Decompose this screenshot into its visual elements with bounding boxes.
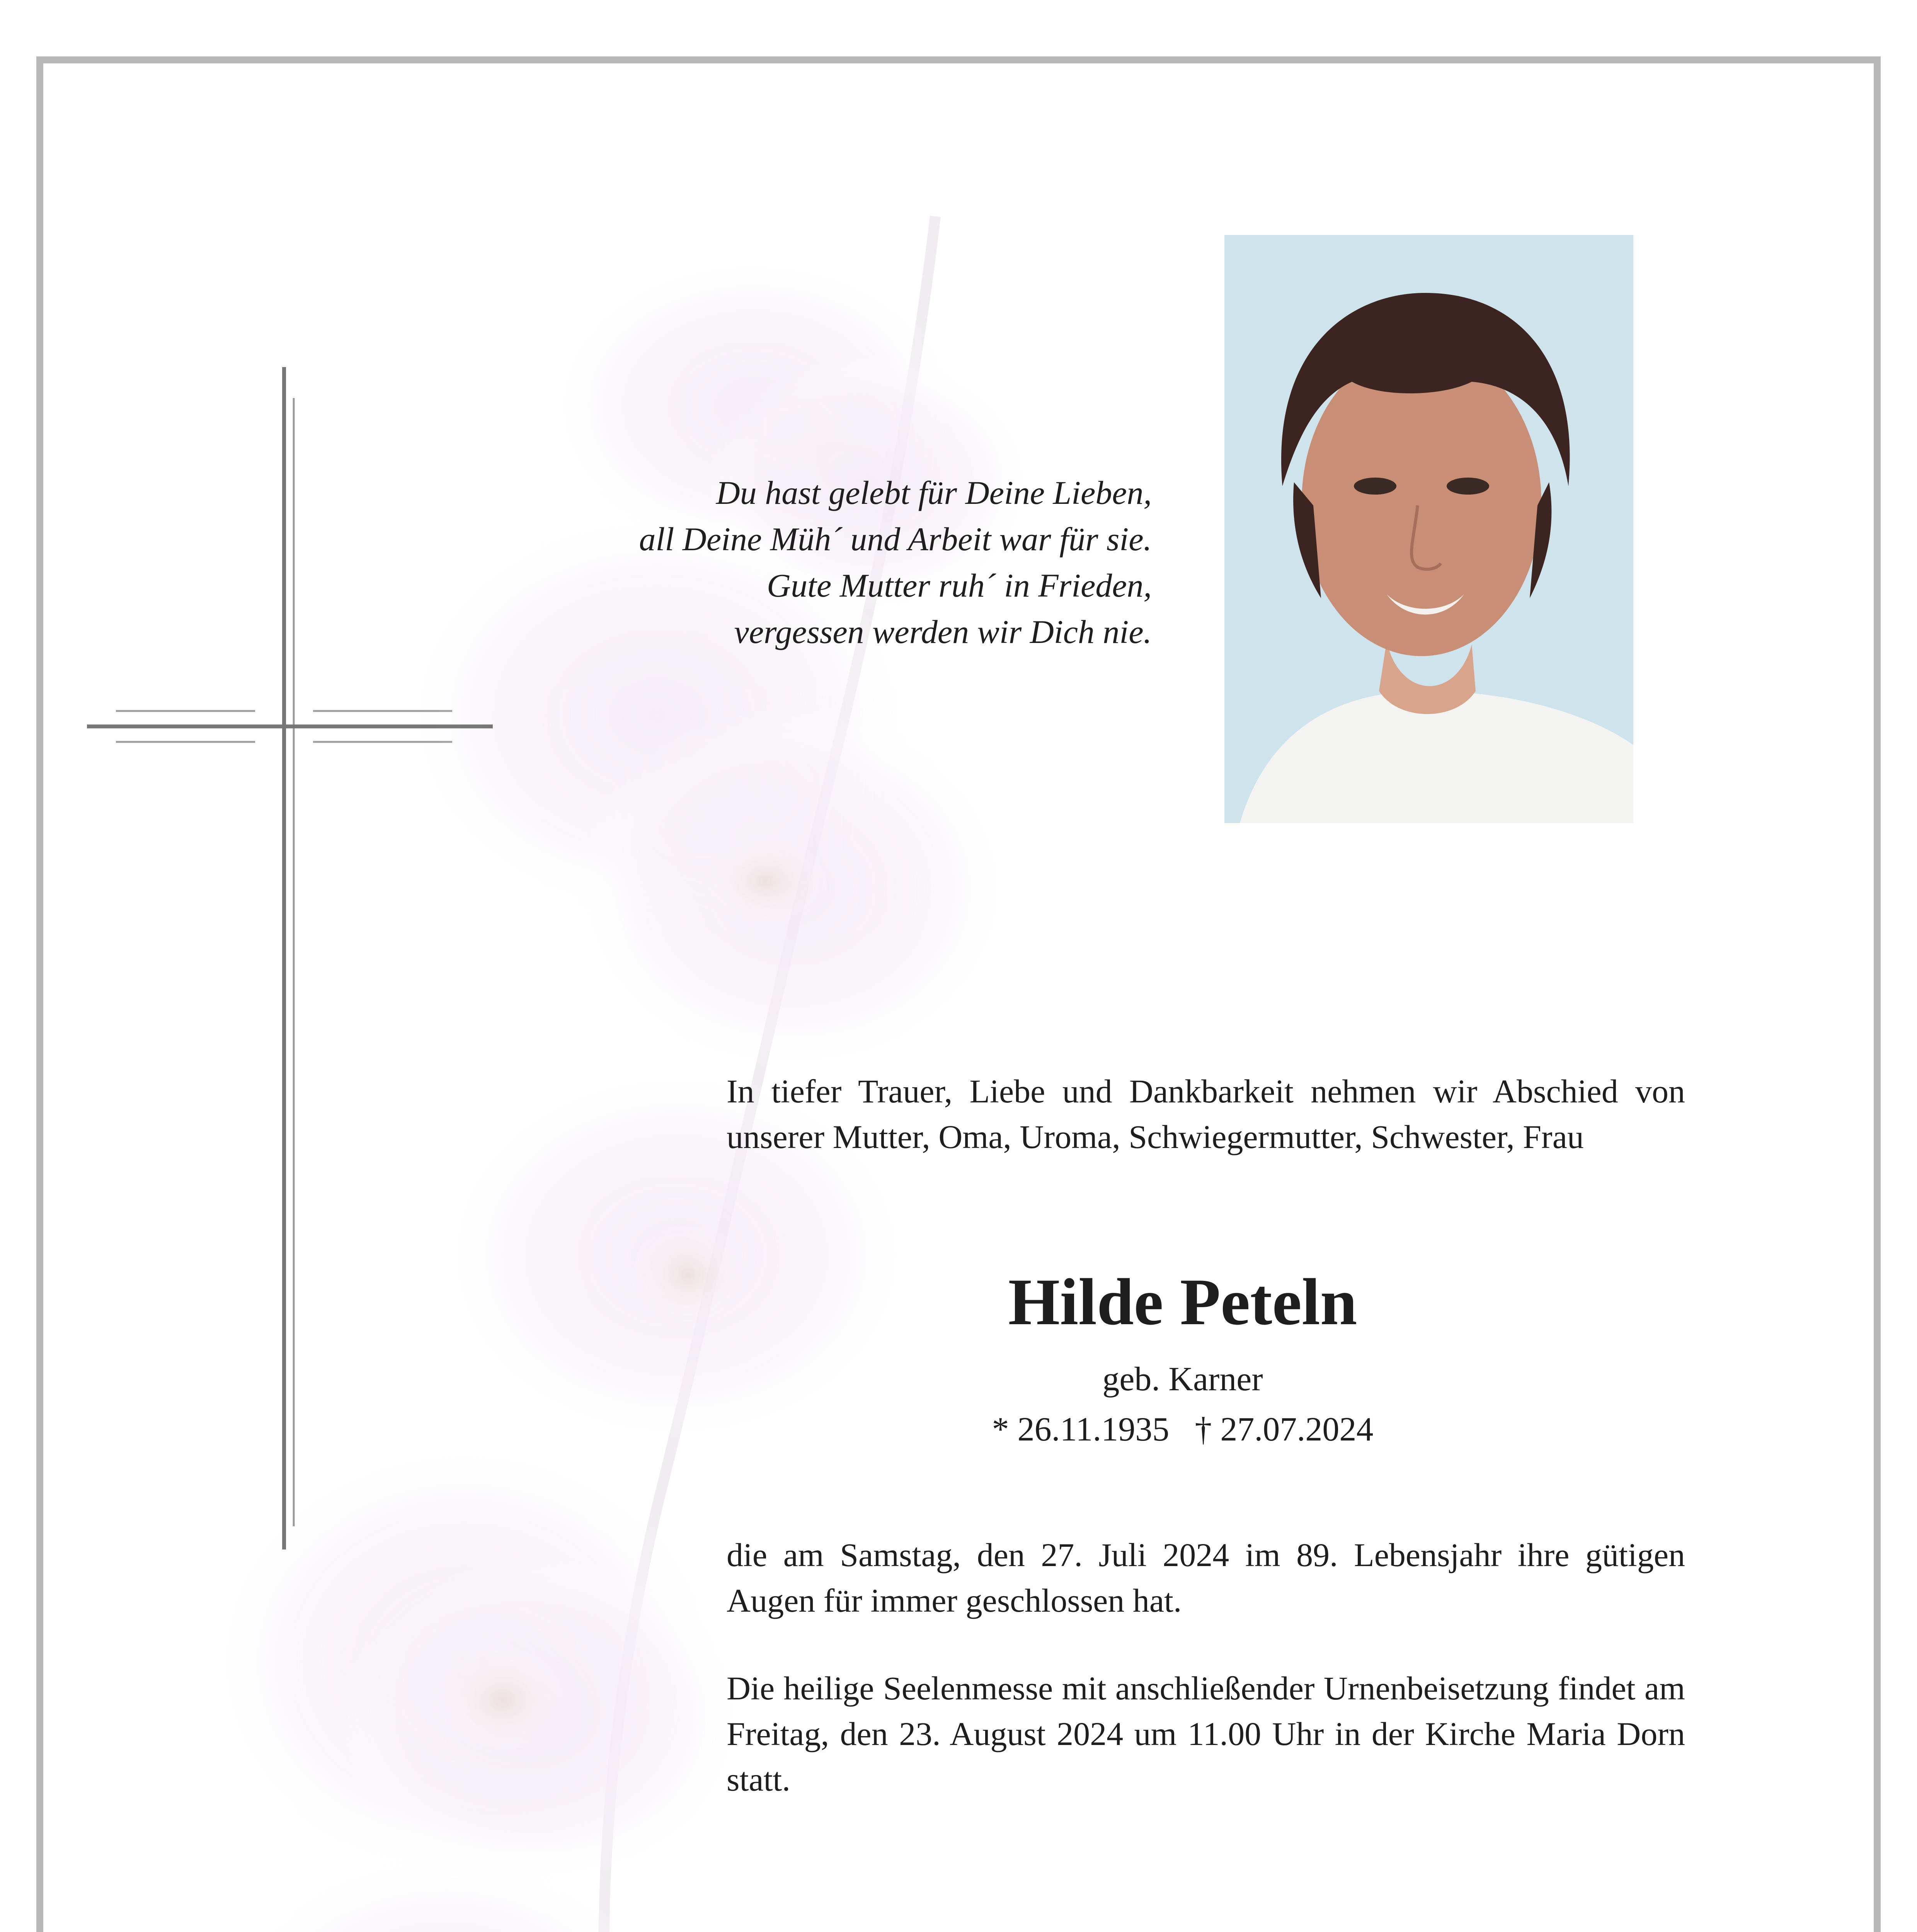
- birth-marker: *: [992, 1411, 1009, 1448]
- memorial-verse: [464, 469, 1152, 655]
- verse-line: vergessen werden wir Dich nie.: [734, 613, 1152, 650]
- funeral-mass-paragraph: Die heilige Seelenmesse mit anschließender Urnenbeisetzung findet am Freitag, den 23. August 2024 um 11.00 Uhr in der Kirche Maria Dorn statt.: [727, 1670, 1685, 1798]
- death-notice-paragraph: die am Samstag, den 27. Juli 2024 im 89. Lebensjahr ihre gütigen Augen für immer geschlossen hat.: [727, 1536, 1685, 1619]
- verse-line: all Deine Müh´ und Arbeit war für sie.: [639, 520, 1152, 558]
- death-marker: †: [1195, 1411, 1212, 1448]
- birth-name: geb. Karner: [1102, 1361, 1263, 1398]
- death-date: 27.07.2024: [1220, 1411, 1374, 1448]
- intro-paragraph: In tiefer Trauer, Liebe und Dankbarkeit nehmen wir Abschied von unserer Mutter, Oma, Uroma, Schwiegermutter, Schwester, Frau: [727, 1073, 1685, 1155]
- verse-line: Du hast gelebt für Deine Lieben,: [716, 474, 1152, 511]
- portrait-photo: [1224, 235, 1633, 823]
- deceased-name: Hilde Peteln: [1008, 1265, 1357, 1339]
- verse-line: Gute Mutter ruh´ in Frieden,: [767, 567, 1152, 604]
- birth-date: 26.11.1935: [1017, 1411, 1170, 1448]
- life-dates: [727, 1408, 1639, 1451]
